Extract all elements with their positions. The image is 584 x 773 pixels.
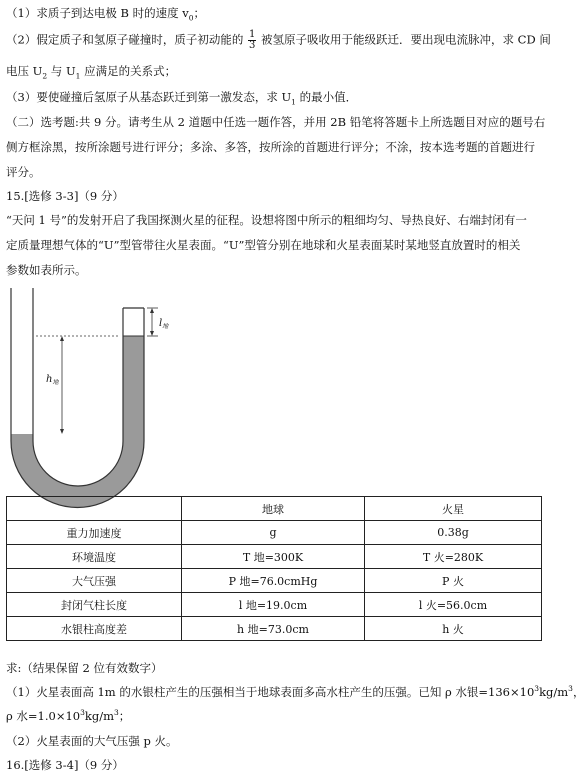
label-l-earth: $l_地$ <box>159 318 169 330</box>
table-cell: g <box>182 521 365 545</box>
table-row <box>7 521 542 545</box>
table-cell: 重力加速度 <box>7 521 182 545</box>
table-cell: 地球 <box>182 497 365 521</box>
table-cell: 大气压强 <box>7 569 182 593</box>
q15-subq1-cont: ρ 水$=1.0\times 10^3kg/m^3$； <box>6 708 131 723</box>
fraction-one-third: $\frac{1}{3}$ <box>248 29 256 51</box>
parameter-table <box>6 496 542 641</box>
q15-subq2: （2）火星表面的大气压强 p 火。 <box>6 734 178 748</box>
table-row <box>7 617 542 641</box>
u-tube-figure <box>6 288 196 488</box>
table-cell: 封闭气柱长度 <box>7 593 182 617</box>
q14-part2: （2）假定质子和氢原子碰撞时，质子初动能的 $\frac{1}{3}$ 被氢原子吸收用于能级跃迁．要出现电流脉冲，求 CD 间 <box>6 29 551 51</box>
table-cell: l 地=19.0cm <box>182 593 365 617</box>
table-cell: l 火=56.0cm <box>365 593 542 617</box>
instructions-line2: 侧方框涂黑，按所涂题号进行评分；多涂、多答，按所涂的首题进行评分；不涂，按本选考题的首题进行 <box>6 140 535 154</box>
table-cell: P 地=76.0cmHg <box>182 569 365 593</box>
table-cell <box>7 497 182 521</box>
q15-intro-line2: 定质量理想气体的“U”型管带往火星表面。“U”型管分别在地球和火星表面某时某地竖直放置时的相关 <box>6 238 521 252</box>
table-cell: T 火=280K <box>365 545 542 569</box>
mercury-column <box>11 336 144 508</box>
table-cell: 0.38g <box>365 521 542 545</box>
q15-intro-line3: 参数如表所示。 <box>6 263 87 277</box>
table-cell: P 火 <box>365 569 542 593</box>
q14-part2-cont: 电压 $U_2$ 与 $U_1$ 应满足的关系式； <box>6 64 177 81</box>
table-row <box>7 569 542 593</box>
q16-heading: 16.[选修 3-4]（9 分） <box>6 758 124 772</box>
table-header-row <box>7 497 542 521</box>
q15-heading: 15.[选修 3-3]（9 分） <box>6 189 124 203</box>
label-h-earth: $h_地$ <box>46 374 59 386</box>
table-cell: 水银柱高度差 <box>7 617 182 641</box>
q14-part1: （1）求质子到达电极 B 时的速度 $v_0$； <box>6 6 206 23</box>
table-cell: 火星 <box>365 497 542 521</box>
table-cell: T 地=300K <box>182 545 365 569</box>
q15-intro-line1: “天问 1 号”的发射开启了我国探测火星的征程。设想将图中所示的粗细均匀、导热良好、右端封闭有一 <box>6 213 527 227</box>
table-cell: 环境温度 <box>7 545 182 569</box>
u-tube-inner <box>33 288 123 486</box>
table-cell: h 火 <box>365 617 542 641</box>
q14-part3: （3）要使碰撞后氢原子从基态跃迁到第一激发态，求 $U_1$ 的最小值． <box>6 90 358 107</box>
table-row <box>7 593 542 617</box>
table-cell: h 地=73.0cm <box>182 617 365 641</box>
table-row <box>7 545 542 569</box>
q15-subq1: （1）火星表面高 1m 的水银柱产生的压强相当于地球表面多高水柱产生的压强。已知 ρ 水银$=136\times 10^3kg/m^3$， <box>6 684 584 699</box>
instructions-line3: 评分。 <box>6 165 41 179</box>
instructions-line1: （二）选考题:共 9 分。请考生从 2 道题中任选一题作答，并用 2B 铅笔将答题卡上所选题目对应的题号右 <box>6 115 546 129</box>
q15-ask: 求:（结果保留 2 位有效数字） <box>6 661 163 675</box>
